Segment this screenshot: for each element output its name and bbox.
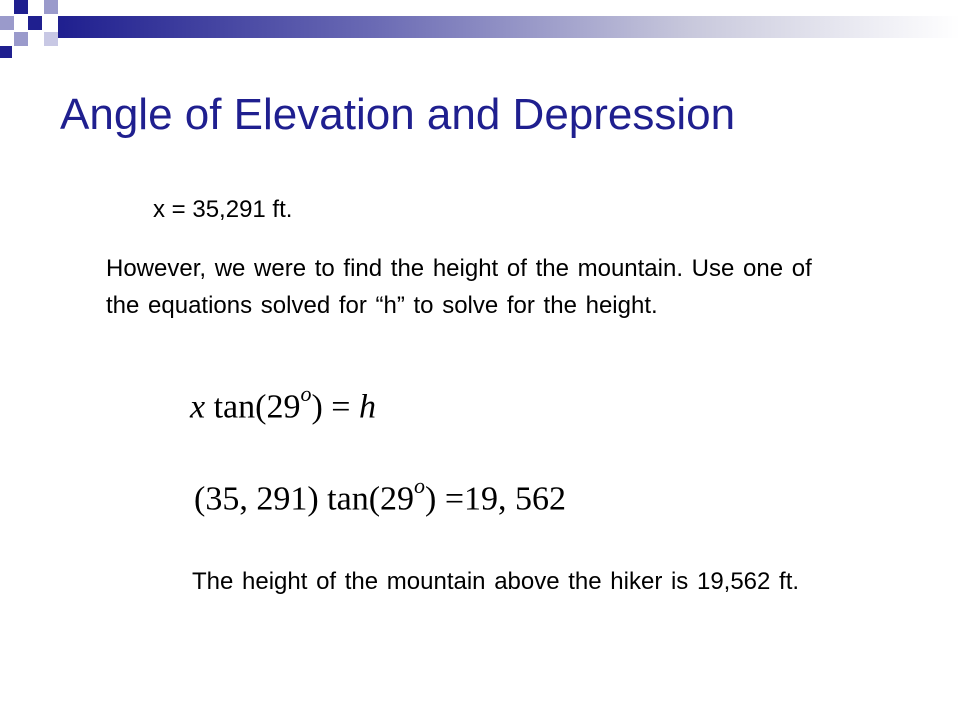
slide-title: Angle of Elevation and Depression: [60, 90, 736, 139]
decor-square-light: [44, 0, 58, 14]
x-value-line: x = 35,291 ft.: [153, 196, 293, 223]
conclusion-text: The height of the mountain above the hiker is 19,562 ft.: [192, 568, 800, 595]
decor-square-light: [44, 32, 58, 46]
equation-equals: =: [444, 480, 465, 518]
equation-variable-x: x: [190, 388, 206, 426]
header-gradient-band: [58, 16, 960, 38]
equation-close-paren: ): [311, 388, 323, 426]
decor-square-dark: [28, 16, 42, 30]
equation-general: [190, 381, 376, 426]
decor-square-light: [14, 32, 28, 46]
equation-equals: =: [331, 388, 351, 426]
equation-variable-h: h: [358, 388, 376, 426]
degree-symbol: o: [300, 381, 312, 406]
equation-close-paren: ): [425, 480, 437, 518]
degree-symbol: o: [414, 473, 426, 498]
instruction-paragraph: However, we were to find the height of the mountain. Use one of the equations solved for “h” to solve for the height.: [106, 255, 812, 319]
equation-x-value: (35, 291): [194, 480, 319, 518]
header-decoration: [0, 0, 960, 60]
decor-square-light: [0, 16, 14, 30]
decor-square-dark: [14, 0, 28, 14]
decor-square-dark: [0, 46, 12, 58]
equation-tan: tan(29: [327, 480, 415, 518]
equation-tan: tan(29: [213, 388, 301, 426]
equation-result: 19, 562: [464, 480, 567, 518]
equation-substituted: [194, 473, 567, 518]
